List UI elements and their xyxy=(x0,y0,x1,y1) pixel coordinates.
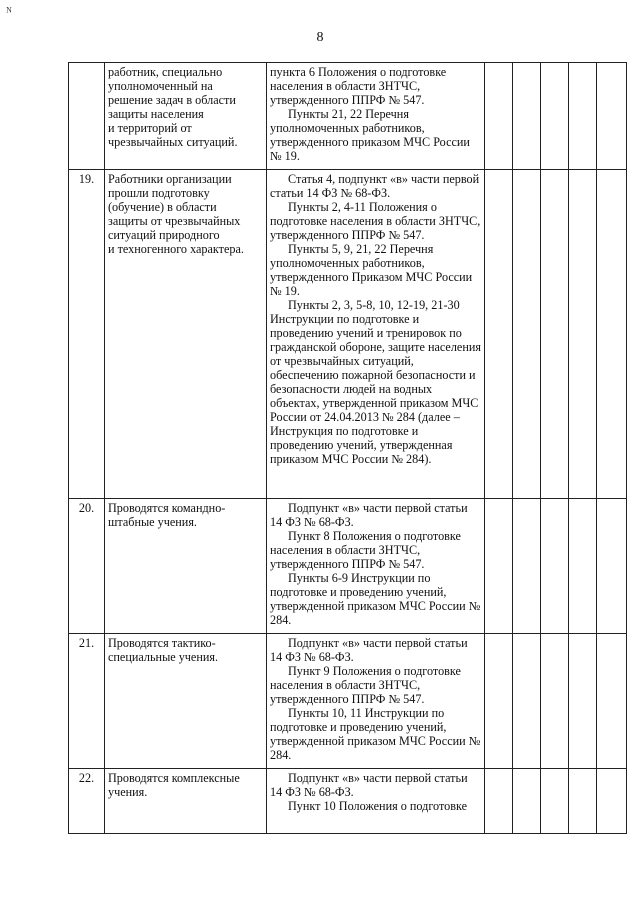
answer-cell[interactable] xyxy=(541,499,569,634)
legal-reference-cell xyxy=(267,769,485,834)
answer-cell[interactable] xyxy=(597,170,627,499)
table-row xyxy=(69,634,627,769)
answer-cell[interactable] xyxy=(513,769,541,834)
requirement-line: Проводятся командно- xyxy=(108,501,226,515)
table-row xyxy=(69,170,627,499)
answer-cell[interactable] xyxy=(597,499,627,634)
answer-cell[interactable] xyxy=(569,499,597,634)
requirement-line: (обучение) в области xyxy=(108,200,217,214)
legal-reference-paragraph: Подпункт «в» части первой статьи 14 ФЗ № 68-ФЗ. xyxy=(270,501,468,529)
table-row xyxy=(69,499,627,634)
legal-reference-paragraph: Пункты 10, 11 Инструкции по подготовке и проведению учений, утвержденной приказом МЧС России № 284. xyxy=(270,706,481,762)
checklist-table xyxy=(68,62,627,834)
requirement-line: защиты населения xyxy=(108,107,204,121)
requirement-line: работник, специально xyxy=(108,65,223,79)
requirement-line: уполномоченный на xyxy=(108,79,213,93)
answer-cell[interactable] xyxy=(569,634,597,769)
answer-cell[interactable] xyxy=(513,499,541,634)
page-number: 8 xyxy=(316,30,324,45)
answer-cell[interactable] xyxy=(513,63,541,170)
answer-cell[interactable] xyxy=(541,634,569,769)
row-number: 22. xyxy=(69,769,105,834)
corner-mark: ᴺ xyxy=(6,4,13,19)
requirement-line: решение задач в области xyxy=(108,93,236,107)
requirement-cell xyxy=(105,170,267,499)
row-number: 21. xyxy=(69,634,105,769)
legal-reference-cell xyxy=(267,170,485,499)
requirement-line: штабные учения. xyxy=(108,515,197,529)
legal-reference-paragraph: пункта 6 Положения о подготовке населения в области ЗНТЧС, утвержденного ППРФ № 547. xyxy=(270,65,447,107)
legal-reference-paragraph: Подпункт «в» части первой статьи 14 ФЗ № 68-ФЗ. xyxy=(270,771,468,799)
table-row xyxy=(69,769,627,834)
answer-cell[interactable] xyxy=(513,170,541,499)
requirement-line: и территорий от xyxy=(108,121,192,135)
requirement-line: и техногенного характера. xyxy=(108,242,244,256)
requirement-line: чрезвычайных ситуаций. xyxy=(108,135,238,149)
legal-reference-paragraph: Пункты 5, 9, 21, 22 Перечня уполномоченных работников, утвержденного Приказом МЧС России № 19. xyxy=(270,242,473,298)
legal-reference-cell xyxy=(267,63,485,170)
legal-reference-paragraph: Статья 4, подпункт «в» части первой статьи 14 ФЗ № 68-ФЗ. xyxy=(270,172,480,200)
answer-cell[interactable] xyxy=(485,769,513,834)
requirement-line: учения. xyxy=(108,785,148,799)
answer-cell[interactable] xyxy=(485,170,513,499)
requirement-line: прошли подготовку xyxy=(108,186,210,200)
answer-cell[interactable] xyxy=(485,634,513,769)
requirement-cell xyxy=(105,769,267,834)
answer-cell[interactable] xyxy=(485,63,513,170)
requirement-cell xyxy=(105,63,267,170)
legal-reference-paragraph: Пункты 21, 22 Перечня уполномоченных работников, утвержденного приказом МЧС России № 19. xyxy=(270,107,470,163)
answer-cell[interactable] xyxy=(597,634,627,769)
answer-cell[interactable] xyxy=(597,63,627,170)
row-number xyxy=(69,63,105,170)
row-number: 20. xyxy=(69,499,105,634)
legal-reference-paragraph: Пункт 8 Положения о подготовке населения в области ЗНТЧС, утвержденного ППРФ № 547. xyxy=(270,529,461,571)
requirement-line: защиты от чрезвычайных xyxy=(108,214,241,228)
requirement-line: ситуаций природного xyxy=(108,228,220,242)
answer-cell[interactable] xyxy=(513,634,541,769)
requirement-line: Работники организации xyxy=(108,172,232,186)
answer-cell[interactable] xyxy=(541,769,569,834)
legal-reference-paragraph: Пункты 2, 3, 5-8, 10, 12-19, 21-30 Инструкции по подготовке и проведению учений и тренировок по гражданской обороне, защите населения от чрезвычайных ситуаций, обеспечению пожарной безопасности и безопасности людей на водных объектах, утвержденной приказом МЧС России от 24.04.2013 № 284 (далее – Инструкция по подготовке и проведению учений, утвержденная приказом МЧС России № 284). xyxy=(270,298,481,466)
table-row xyxy=(69,63,627,170)
legal-reference-paragraph: Пункты 6-9 Инструкции по подготовке и проведению учений, утвержденной приказом МЧС России № 284. xyxy=(270,571,481,627)
legal-reference-paragraph: Пункты 2, 4-11 Положения о подготовке населения в области ЗНТЧС, утвержденного ППРФ № 547. xyxy=(270,200,481,242)
answer-cell[interactable] xyxy=(569,63,597,170)
legal-reference-cell xyxy=(267,634,485,769)
answer-cell[interactable] xyxy=(569,769,597,834)
answer-cell[interactable] xyxy=(597,769,627,834)
answer-cell[interactable] xyxy=(541,63,569,170)
answer-cell[interactable] xyxy=(541,170,569,499)
requirement-cell xyxy=(105,499,267,634)
legal-reference-paragraph: Пункт 9 Положения о подготовке населения в области ЗНТЧС, утвержденного ППРФ № 547. xyxy=(270,664,461,706)
legal-reference-cell xyxy=(267,499,485,634)
legal-reference-paragraph: Подпункт «в» части первой статьи 14 ФЗ № 68-ФЗ. xyxy=(270,636,468,664)
requirement-line: специальные учения. xyxy=(108,650,219,664)
requirement-cell xyxy=(105,634,267,769)
requirement-line: Проводятся комплексные xyxy=(108,771,240,785)
row-number: 19. xyxy=(69,170,105,499)
legal-reference-paragraph: Пункт 10 Положения о подготовке xyxy=(288,799,468,813)
answer-cell[interactable] xyxy=(569,170,597,499)
requirement-line: Проводятся тактико- xyxy=(108,636,216,650)
answer-cell[interactable] xyxy=(485,499,513,634)
